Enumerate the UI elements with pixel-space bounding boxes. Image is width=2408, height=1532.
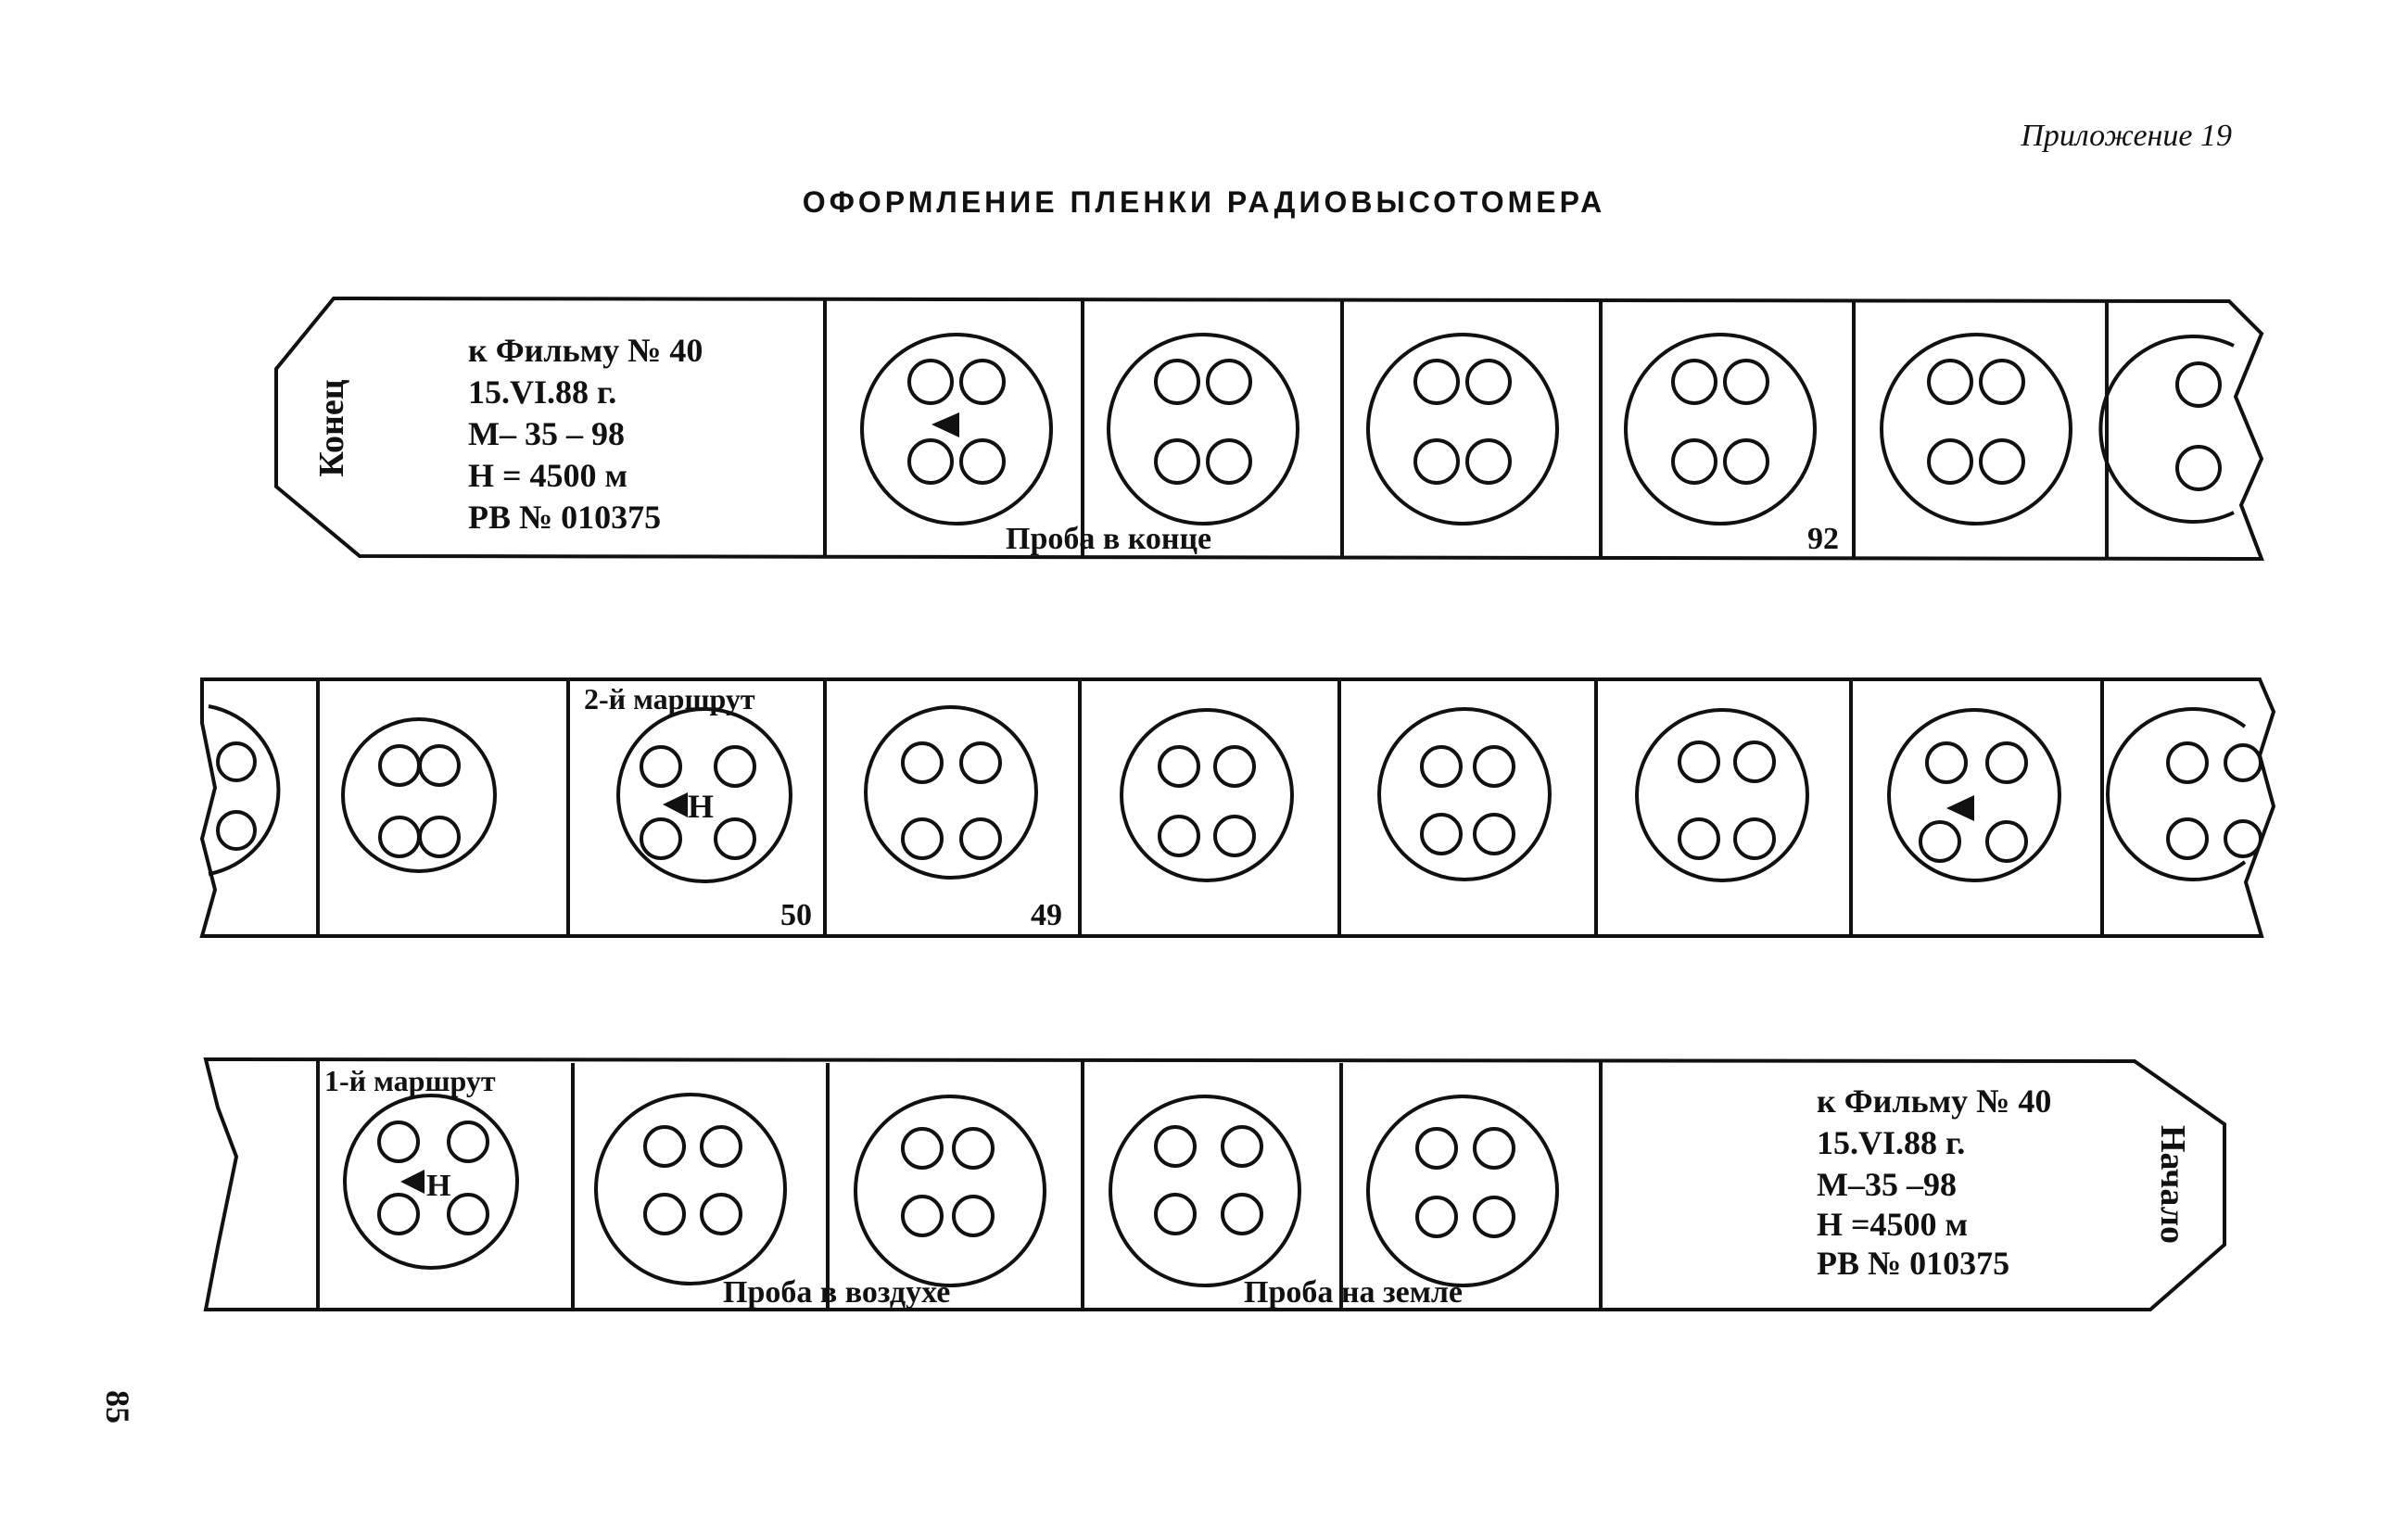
frame-circle	[1882, 335, 2071, 524]
frame-circle	[1110, 1096, 1299, 1285]
frame-label-probe-end: Проба в конце	[1006, 522, 1212, 556]
frame-circle	[1626, 335, 1815, 524]
page-title: ОФОРМЛЕНИЕ ПЛЕНКИ РАДИОВЫСОТОМЕРА	[802, 185, 1606, 219]
start-label: Начало	[2153, 1124, 2192, 1245]
direction-marker-icon	[400, 1170, 425, 1194]
frame-label-route2: 2-й маршрут	[584, 682, 755, 715]
direction-marker-icon	[663, 792, 688, 817]
film-info-line: РВ № 010375	[1817, 1245, 2010, 1282]
frame-circle	[596, 1095, 785, 1284]
film-info-line: Н = 4500 м	[468, 457, 628, 494]
frame-circle	[1122, 710, 1292, 880]
frame-number: 50	[780, 898, 812, 932]
frame-label-probe-ground: Проба на земле	[1244, 1275, 1464, 1310]
frame-circle	[855, 1096, 1045, 1285]
frame-circle	[1109, 335, 1298, 524]
direction-marker-icon	[932, 412, 959, 437]
marker-h-letter: Н	[688, 788, 715, 825]
marker-h-letter: Н	[426, 1169, 451, 1203]
film-info-line: к Фильму № 40	[1817, 1083, 2052, 1120]
frame-number: 92	[1807, 522, 1839, 556]
end-label: Конец	[312, 379, 351, 477]
frame-circle	[1637, 710, 1807, 880]
film-info-line: РВ № 010375	[468, 499, 662, 536]
frame-circle-partial	[209, 706, 278, 874]
film-info-line: М– 35 – 98	[468, 415, 625, 452]
film-info-line: к Фильму № 40	[468, 332, 703, 369]
page-number: 85	[99, 1390, 136, 1424]
film-info-line: 15.VI.88 г.	[1817, 1124, 1966, 1161]
frame-label-probe-air: Проба в воздухе	[723, 1275, 951, 1310]
appendix-label: Приложение 19	[2021, 119, 2232, 153]
film-info-line: 15.VI.88 г.	[468, 374, 617, 411]
frame-circle	[343, 719, 495, 871]
frame-label-route1: 1-й маршрут	[324, 1064, 496, 1097]
direction-marker-icon	[1946, 795, 1974, 821]
frame-circle-partial	[2108, 709, 2261, 880]
film-info-line: Н =4500 м	[1817, 1206, 1969, 1243]
frame-circle-partial	[2100, 336, 2234, 522]
frame-circle	[1368, 1096, 1557, 1285]
film-info-line: М–35 –98	[1817, 1166, 1957, 1203]
frame-circle	[866, 707, 1036, 878]
frame-circle	[1379, 709, 1550, 880]
frame-number: 49	[1031, 898, 1062, 932]
frame-circle	[1368, 335, 1557, 524]
